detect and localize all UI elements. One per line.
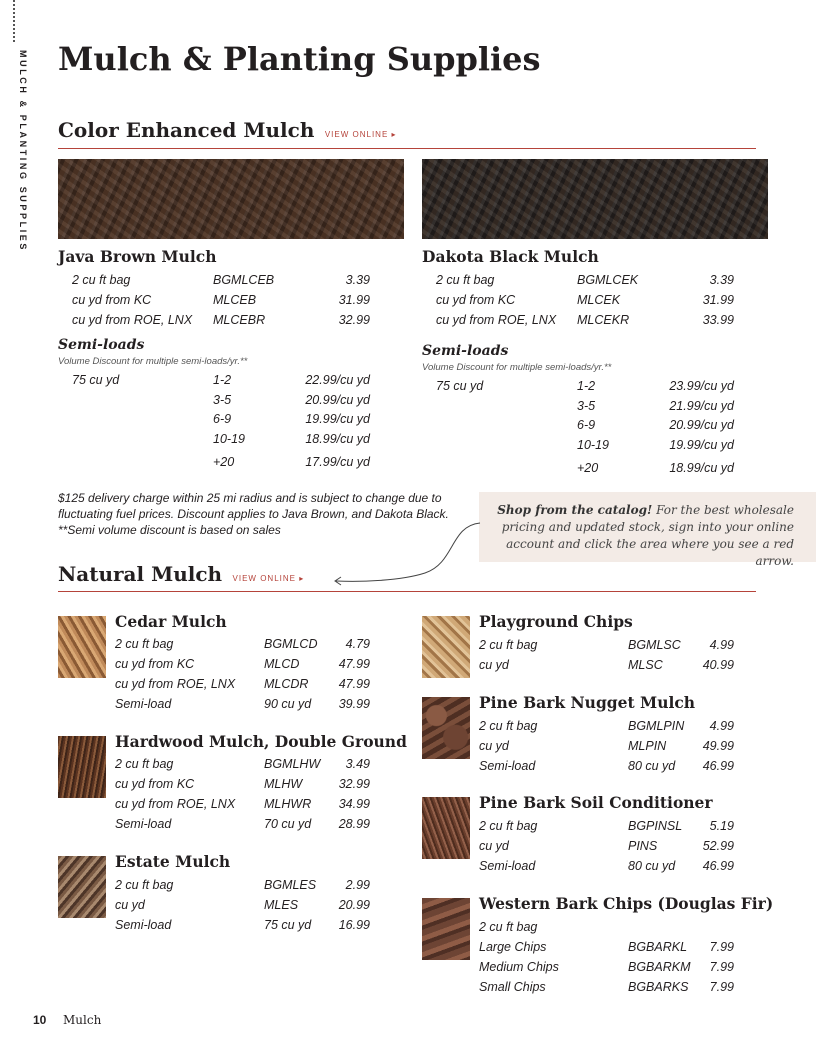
footer-section-label: Mulch [63, 1013, 102, 1027]
item-price: 20.99 [338, 898, 370, 912]
playground-chips-thumbnail [422, 616, 470, 678]
item-price: 47.99 [338, 657, 370, 671]
tier-row [213, 432, 370, 452]
java-semi-title: Semi-loads [58, 337, 145, 353]
item-description: 2 cu ft bag [115, 637, 174, 651]
tier-range: 6-9 [213, 412, 232, 426]
item-price: 49.99 [702, 739, 734, 753]
natural-view-online-link[interactable]: VIEW ONLINE ▸ [232, 574, 305, 583]
item-description: 2 cu ft bag [72, 273, 131, 287]
tier-price: 22.99/cu yd [305, 373, 370, 387]
tier-price: 21.99/cu yd [669, 399, 734, 413]
playground-chips-name: Playground Chips [479, 612, 633, 631]
tier-price: 20.99/cu yd [669, 418, 734, 432]
item-sku: MLCDR [264, 677, 309, 691]
western-bark-name: Western Bark Chips (Douglas Fir) [479, 894, 774, 913]
tier-row [213, 412, 370, 432]
price-row [72, 313, 370, 333]
tier-range: 6-9 [577, 418, 596, 432]
item-price: 4.99 [709, 638, 734, 652]
dakota-semi-note: Volume Discount for multiple semi-loads/yr.** [422, 362, 612, 373]
tier-range: 10-19 [213, 432, 245, 446]
item-sku: MLPIN [628, 739, 667, 753]
item-description: Medium Chips [479, 960, 559, 974]
item-price: 46.99 [702, 859, 734, 873]
item-description: 2 cu ft bag [479, 819, 538, 833]
tier-row [577, 461, 734, 481]
color-view-online-link[interactable]: VIEW ONLINE ▸ [324, 130, 397, 139]
price-row [479, 658, 734, 678]
item-sku: MLES [264, 898, 299, 912]
item-price: 7.99 [709, 940, 734, 954]
tier-price: 19.99/cu yd [669, 438, 734, 452]
price-row [115, 777, 370, 797]
hardwood-mulch-thumbnail [58, 736, 106, 798]
side-label: MULCH & PLANTING SUPPLIES [18, 50, 28, 253]
page-title: Mulch & Planting Supplies [58, 40, 541, 78]
tier-price: 18.99/cu yd [669, 461, 734, 475]
item-sku: 75 cu yd [264, 918, 312, 932]
price-row [115, 898, 370, 918]
item-price: 5.19 [709, 819, 734, 833]
tier-price: 19.99/cu yd [305, 412, 370, 426]
item-sku: MLCD [264, 657, 300, 671]
item-price: 32.99 [338, 777, 370, 791]
price-row [479, 719, 734, 739]
item-price: 7.99 [709, 980, 734, 994]
item-sku: PINS [628, 839, 658, 853]
item-price: 46.99 [702, 759, 734, 773]
price-row [436, 293, 734, 313]
item-sku: MLHW [264, 777, 303, 791]
price-row [72, 273, 370, 293]
item-sku: BGMLCEK [577, 273, 639, 287]
tier-row [213, 373, 370, 393]
tier-range: +20 [577, 461, 599, 475]
tier-price: 23.99/cu yd [669, 379, 734, 393]
item-description: 2 cu ft bag [115, 878, 174, 892]
dakota-black-name: Dakota Black Mulch [422, 247, 599, 266]
item-description: Large Chips [479, 940, 547, 954]
price-row [479, 960, 734, 980]
item-sku: MLCEK [577, 293, 621, 307]
side-rail [6, 0, 28, 260]
item-description: Semi-load [479, 859, 536, 873]
tier-row [577, 418, 734, 438]
tier-row [577, 379, 734, 399]
cedar-mulch-thumbnail [58, 616, 106, 678]
item-sku: MLCEBR [213, 313, 266, 327]
item-price: 31.99 [702, 293, 734, 307]
item-sku: BGMLCEB [213, 273, 275, 287]
item-price: 28.99 [338, 817, 370, 831]
item-description: 2 cu ft bag [115, 757, 174, 771]
item-sku: 80 cu yd [628, 859, 676, 873]
page-number: 10 [33, 1013, 47, 1027]
item-price: 52.99 [702, 839, 734, 853]
item-sku: BGBARKL [628, 940, 688, 954]
item-price: 7.99 [709, 960, 734, 974]
item-sku: BGMLCD [264, 637, 318, 651]
java-brown-photo [58, 159, 404, 239]
dakota-semi-title: Semi-loads [422, 343, 509, 359]
price-row [115, 637, 370, 657]
item-sku: 70 cu yd [264, 817, 312, 831]
item-price: 31.99 [338, 293, 370, 307]
item-description: 2 cu ft bag [436, 273, 495, 287]
item-sku: BGBARKM [628, 960, 691, 974]
price-row [479, 940, 734, 960]
cedar-mulch-name: Cedar Mulch [115, 612, 227, 631]
item-description: cu yd from KC [115, 777, 195, 791]
price-row [479, 839, 734, 859]
item-price: 33.99 [702, 313, 734, 327]
price-row [479, 739, 734, 759]
item-sku: MLCEKR [577, 313, 630, 327]
item-description: Semi-load [115, 697, 172, 711]
price-row [115, 657, 370, 677]
tier-price: 20.99/cu yd [305, 393, 370, 407]
item-price: 3.49 [345, 757, 370, 771]
item-description: cu yd from KC [436, 293, 516, 307]
item-sku: BGMLPIN [628, 719, 685, 733]
hardwood-mulch-name: Hardwood Mulch, Double Ground [115, 732, 407, 751]
shop-callout-text: For the best wholesale pricing and updated stock, sign into your online account and click the area where you see a red arrow. [501, 503, 794, 568]
item-sku: MLSC [628, 658, 663, 672]
price-row [479, 859, 734, 879]
color-section-title: Color Enhanced Mulch [58, 118, 315, 142]
price-row [479, 819, 734, 839]
tier-row [213, 393, 370, 413]
item-sku: BGMLSC [628, 638, 681, 652]
item-description: 2 cu ft bag [479, 638, 538, 652]
item-price: 47.99 [338, 677, 370, 691]
item-price: 32.99 [338, 313, 370, 327]
item-description: cu yd [479, 839, 509, 853]
item-description: Semi-load [115, 918, 172, 932]
item-description: 2 cu ft bag [479, 719, 538, 733]
price-row [115, 677, 370, 697]
price-row [479, 980, 734, 1000]
item-description: Small Chips [479, 980, 546, 994]
item-price: 3.39 [345, 273, 370, 287]
tier-range: 3-5 [577, 399, 596, 413]
side-dots [13, 0, 15, 42]
item-sku: MLHWR [264, 797, 312, 811]
shop-catalog-callout [479, 492, 816, 568]
item-price: 40.99 [702, 658, 734, 672]
natural-section-header [58, 562, 756, 592]
shop-callout-bold: Shop from the catalog! [497, 503, 653, 517]
pine-nugget-name: Pine Bark Nugget Mulch [479, 693, 696, 712]
delivery-note: $125 delivery charge within 25 mi radius and is subject to change due to fluctuating fuel prices. Discount applies to Java Brown, and Dakota Black. **Semi volume discount is based on sales [58, 491, 449, 537]
item-description: cu yd from KC [72, 293, 152, 307]
item-sku: 80 cu yd [628, 759, 676, 773]
pine-soil-name: Pine Bark Soil Conditioner [479, 793, 713, 812]
price-row [72, 293, 370, 313]
tier-range: 3-5 [213, 393, 232, 407]
item-sku: BGMLES [264, 878, 317, 892]
pine-soil-thumbnail [422, 797, 470, 859]
item-sku: MLCEB [213, 293, 257, 307]
item-description: cu yd from ROE, LNX [436, 313, 557, 327]
price-row [115, 817, 370, 837]
price-row [479, 759, 734, 779]
item-description: cu yd [115, 898, 145, 912]
tier-row [213, 455, 370, 475]
item-description: cu yd from ROE, LNX [115, 797, 236, 811]
item-description: cu yd from KC [115, 657, 195, 671]
item-description: 2 cu ft bag [479, 920, 538, 934]
item-sku: 90 cu yd [264, 697, 312, 711]
item-description: cu yd from ROE, LNX [72, 313, 193, 327]
item-description: cu yd [479, 658, 509, 672]
item-price: 3.39 [709, 273, 734, 287]
item-price: 4.99 [709, 719, 734, 733]
item-price: 34.99 [338, 797, 370, 811]
item-sku: BGBARKS [628, 980, 689, 994]
price-row [115, 757, 370, 777]
item-sku: BGMLHW [264, 757, 321, 771]
estate-mulch-name: Estate Mulch [115, 852, 231, 871]
item-description: Semi-load [115, 817, 172, 831]
price-row [115, 797, 370, 817]
java-semi-qty: 75 cu yd [72, 373, 120, 387]
tier-range: 1-2 [577, 379, 596, 393]
price-row [115, 918, 370, 938]
item-price: 39.99 [338, 697, 370, 711]
tier-row [577, 399, 734, 419]
item-price: 2.99 [345, 878, 370, 892]
dakota-semi-qty: 75 cu yd [436, 379, 484, 393]
pine-nugget-thumbnail [422, 697, 470, 759]
java-brown-name: Java Brown Mulch [58, 247, 217, 266]
price-row [479, 920, 734, 940]
price-row [436, 273, 734, 293]
item-description: cu yd [479, 739, 509, 753]
item-price: 4.79 [345, 637, 370, 651]
item-description: Semi-load [479, 759, 536, 773]
tier-price: 17.99/cu yd [305, 455, 370, 469]
price-row [479, 638, 734, 658]
tier-range: 10-19 [577, 438, 609, 452]
dakota-black-photo [422, 159, 768, 239]
tier-row [577, 438, 734, 458]
price-row [115, 878, 370, 898]
estate-mulch-thumbnail [58, 856, 106, 918]
price-row [436, 313, 734, 333]
natural-section-title: Natural Mulch [58, 562, 223, 586]
item-price: 16.99 [338, 918, 370, 932]
color-section-header [58, 118, 756, 149]
tier-price: 18.99/cu yd [305, 432, 370, 446]
tier-range: +20 [213, 455, 235, 469]
item-sku: BGPINSL [628, 819, 683, 833]
item-description: cu yd from ROE, LNX [115, 677, 236, 691]
java-semi-note: Volume Discount for multiple semi-loads/yr.** [58, 356, 248, 367]
price-row [115, 697, 370, 717]
western-bark-thumbnail [422, 898, 470, 960]
tier-range: 1-2 [213, 373, 232, 387]
